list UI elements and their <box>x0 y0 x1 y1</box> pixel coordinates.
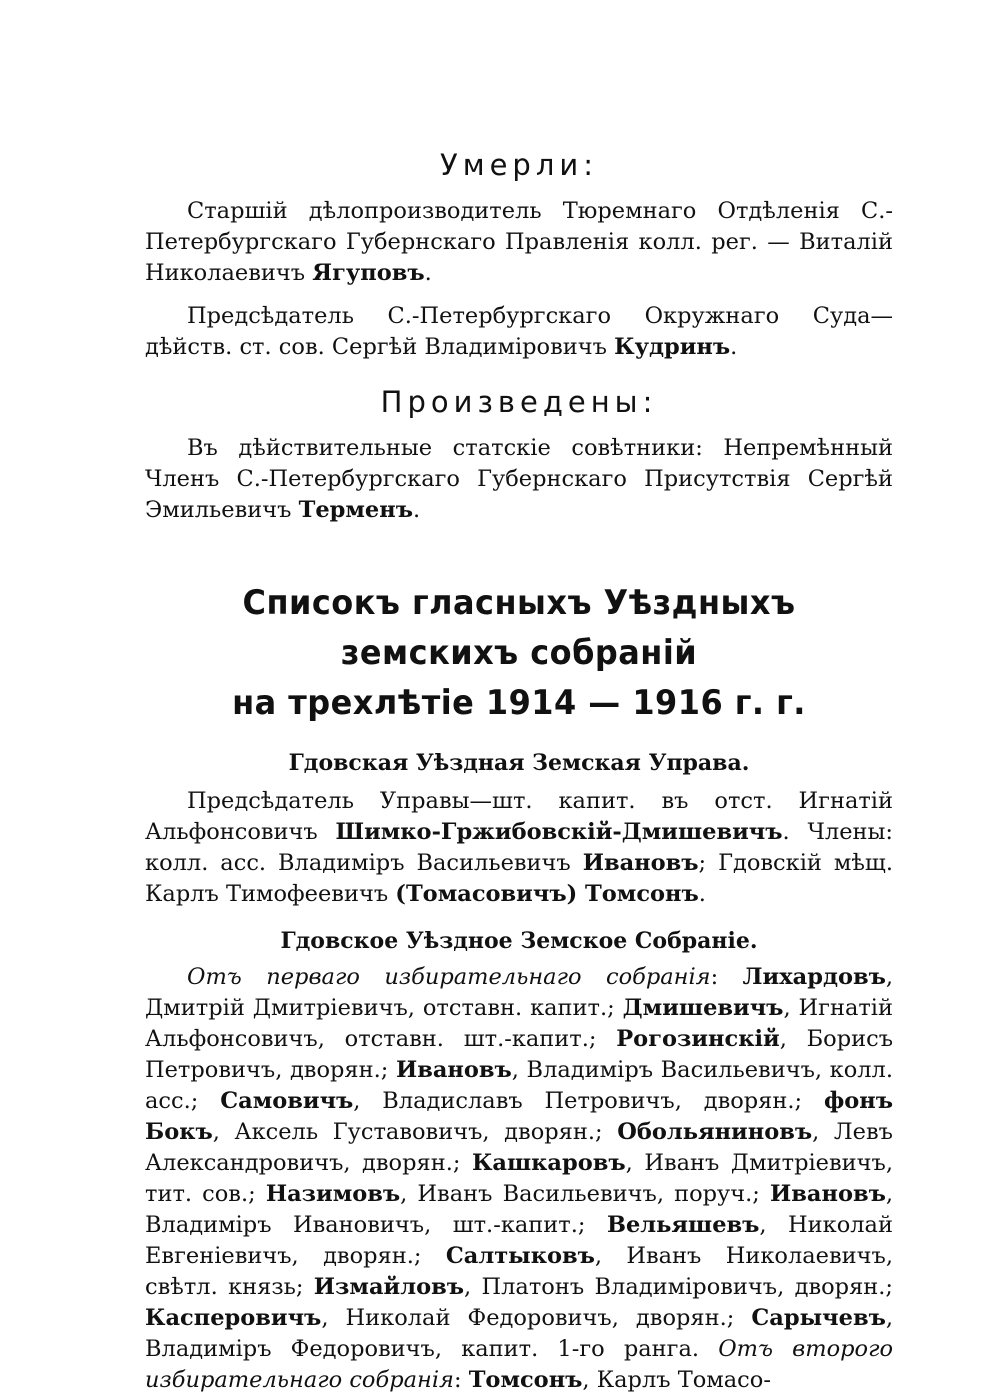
member-details: , Иванъ Васильевичъ, поруч.; <box>400 1181 770 1207</box>
surname: Кудринъ <box>614 334 731 360</box>
member-name: Дмишевичъ <box>622 995 784 1021</box>
member-name: Салтыковъ <box>445 1243 595 1269</box>
list-title-line-2: на трехлѣтіе 1914 — 1916 г. г. <box>232 683 806 723</box>
entry-text: Въ дѣйствительные статскіе совѣтники: Непремѣнный Членъ С.-Петербургскаго Губернскаго Присутствія Сергѣй Эмильевичъ <box>145 435 893 523</box>
list-title-line-1: Списокъ гласныхъ Уѣздныхъ земскихъ собраній <box>242 583 796 673</box>
member-name: Самовичъ <box>220 1088 354 1114</box>
entry-text: Старшій дѣлопроизводитель Тюремнаго Отдѣленія С.-Петербургскаго Губернскаго Правленія колл. рег. — Виталій Николаевичъ <box>145 198 893 286</box>
first-assembly-label: Отъ перваго избирательнаго собранія <box>187 964 711 990</box>
member-details: , Левъ Александровичъ, дворян.; <box>145 1119 893 1176</box>
member-name: Сарычевъ <box>751 1305 886 1331</box>
died-entry-2 <box>145 301 893 363</box>
promoted-entry-1 <box>145 433 893 526</box>
punct: . <box>424 260 432 286</box>
text: . Члены: колл. асс. Владиміръ Васильевичъ <box>145 819 893 876</box>
text: ; Гдовскій мѣщ. Карлъ Тимофеевичъ <box>145 850 893 907</box>
member-details: , Владиміръ Федоровичъ, капит. 1-го ранга. <box>145 1305 893 1362</box>
member-details: , Платонъ Владиміровичъ, дворян.; <box>464 1274 893 1300</box>
member-details: , Игнатій Альфонсовичъ, отставн. шт.-капит.; <box>145 995 893 1052</box>
member-name: Рогозинскій <box>616 1026 780 1052</box>
member-name: Обольяниновъ <box>617 1119 813 1145</box>
assembly-heading: Гдовское Уѣздное Земское Собраніе. <box>280 928 758 954</box>
second-assembly-label: Отъ второго избирательнаго собранія <box>145 1336 893 1393</box>
member-details: , Борисъ Петровичъ, дворян.; <box>145 1026 894 1083</box>
member-name: Касперовичъ <box>145 1305 322 1331</box>
page <box>145 148 893 1396</box>
member-name: фонъ Бокъ <box>145 1088 893 1145</box>
member-details: , Карлъ Томасо- <box>582 1367 771 1393</box>
entry-text: Предсѣдатель С.-Петербургскаго Окружнаго Суда—дѣйств. ст. сов. Сергѣй Владиміровичъ <box>145 303 893 360</box>
member-details: , Иванъ Николаевичъ, свѣтл. князь; <box>145 1243 893 1300</box>
promoted-heading: Произведены: <box>380 385 658 419</box>
assembly-paragraph: Отъ перваго избирательнаго собранія: Лихардовъ, Дмитрій Дмитріевичъ, отставн. капит.; Дмишевичъ, Игнатій Альфонсовичъ, отставн. шт.-капит.; Рогозинскій, Борисъ Петровичъ, дворян.; Ивановъ, Владиміръ Васильевичъ, колл. асс.; Самовичъ, Владиславъ Петровичъ, дворян.; фонъ Бокъ, Аксель Густавовичъ, дворян.; Обольяниновъ, Левъ Александровичъ, дворян.; Кашкаровъ, Иванъ Дмитріевичъ, тит. сов.; Назимовъ, Иванъ Васильевичъ, поруч.; Ивановъ, Владиміръ Ивановичъ, шт.-капит.; Вельяшевъ, Николай Евгеніевичъ, дворян.; Салтыковъ, Иванъ Николаевичъ, свѣтл. князь; Измайловъ, Платонъ Владиміровичъ, дворян.; Касперовичъ, Николай Федоровичъ, дворян.; Сарычевъ, Владиміръ Федоровичъ, капит. 1-го ранга. Отъ второго избирательнаго собранія: Томсонъ, Карлъ Томасо- <box>145 964 894 1393</box>
name: Ивановъ <box>582 850 699 876</box>
punct: . <box>730 334 738 360</box>
member-details: , Николай Федоровичъ, дворян.; <box>321 1305 752 1331</box>
name: Шимко-Гржибовскій-Дмишевичъ <box>335 819 783 845</box>
punct: . <box>698 881 706 907</box>
member-details: , Дмитрій Дмитріевичъ, отставн. капит.; <box>145 964 894 1021</box>
member-name: Вельяшевъ <box>606 1212 760 1238</box>
member-name: Ивановъ <box>770 1181 886 1207</box>
member-name: Измайловъ <box>313 1274 464 1300</box>
board-paragraph <box>145 786 893 910</box>
text: Предсѣдатель Управы—шт. капит. въ отст. Игнатій Альфонсовичъ <box>145 788 893 845</box>
surname: Терменъ <box>298 497 413 523</box>
member-details: , Владиславъ Петровичъ, дворян.; <box>353 1088 824 1114</box>
died-heading: Умерли: <box>440 148 598 182</box>
member-name: Ивановъ <box>395 1057 512 1083</box>
member-name: Томсонъ <box>468 1367 583 1393</box>
member-name: Назимовъ <box>265 1181 401 1207</box>
member-name: Кашкаровъ <box>471 1150 626 1176</box>
member-details: , Аксель Густавовичъ, дворян.; <box>212 1119 618 1145</box>
list-title <box>167 578 870 728</box>
member-details: , Николай Евгеніевичъ, дворян.; <box>145 1212 893 1269</box>
surname: Ягуповъ <box>312 260 425 286</box>
board-heading: Гдовская Уѣздная Земская Управа. <box>288 750 750 776</box>
punct: . <box>412 497 421 523</box>
member-details: , Владиміръ Васильевичъ, колл. асс.; <box>145 1057 893 1114</box>
name: (Томасовичъ) Томсонъ <box>395 881 699 907</box>
member-details: , Владиміръ Ивановичъ, шт.-капит.; <box>145 1181 893 1238</box>
died-entry-1 <box>145 196 893 289</box>
member-name: Лихардовъ <box>742 964 886 990</box>
member-details: , Иванъ Дмитріевичъ, тит. сов.; <box>145 1150 893 1207</box>
